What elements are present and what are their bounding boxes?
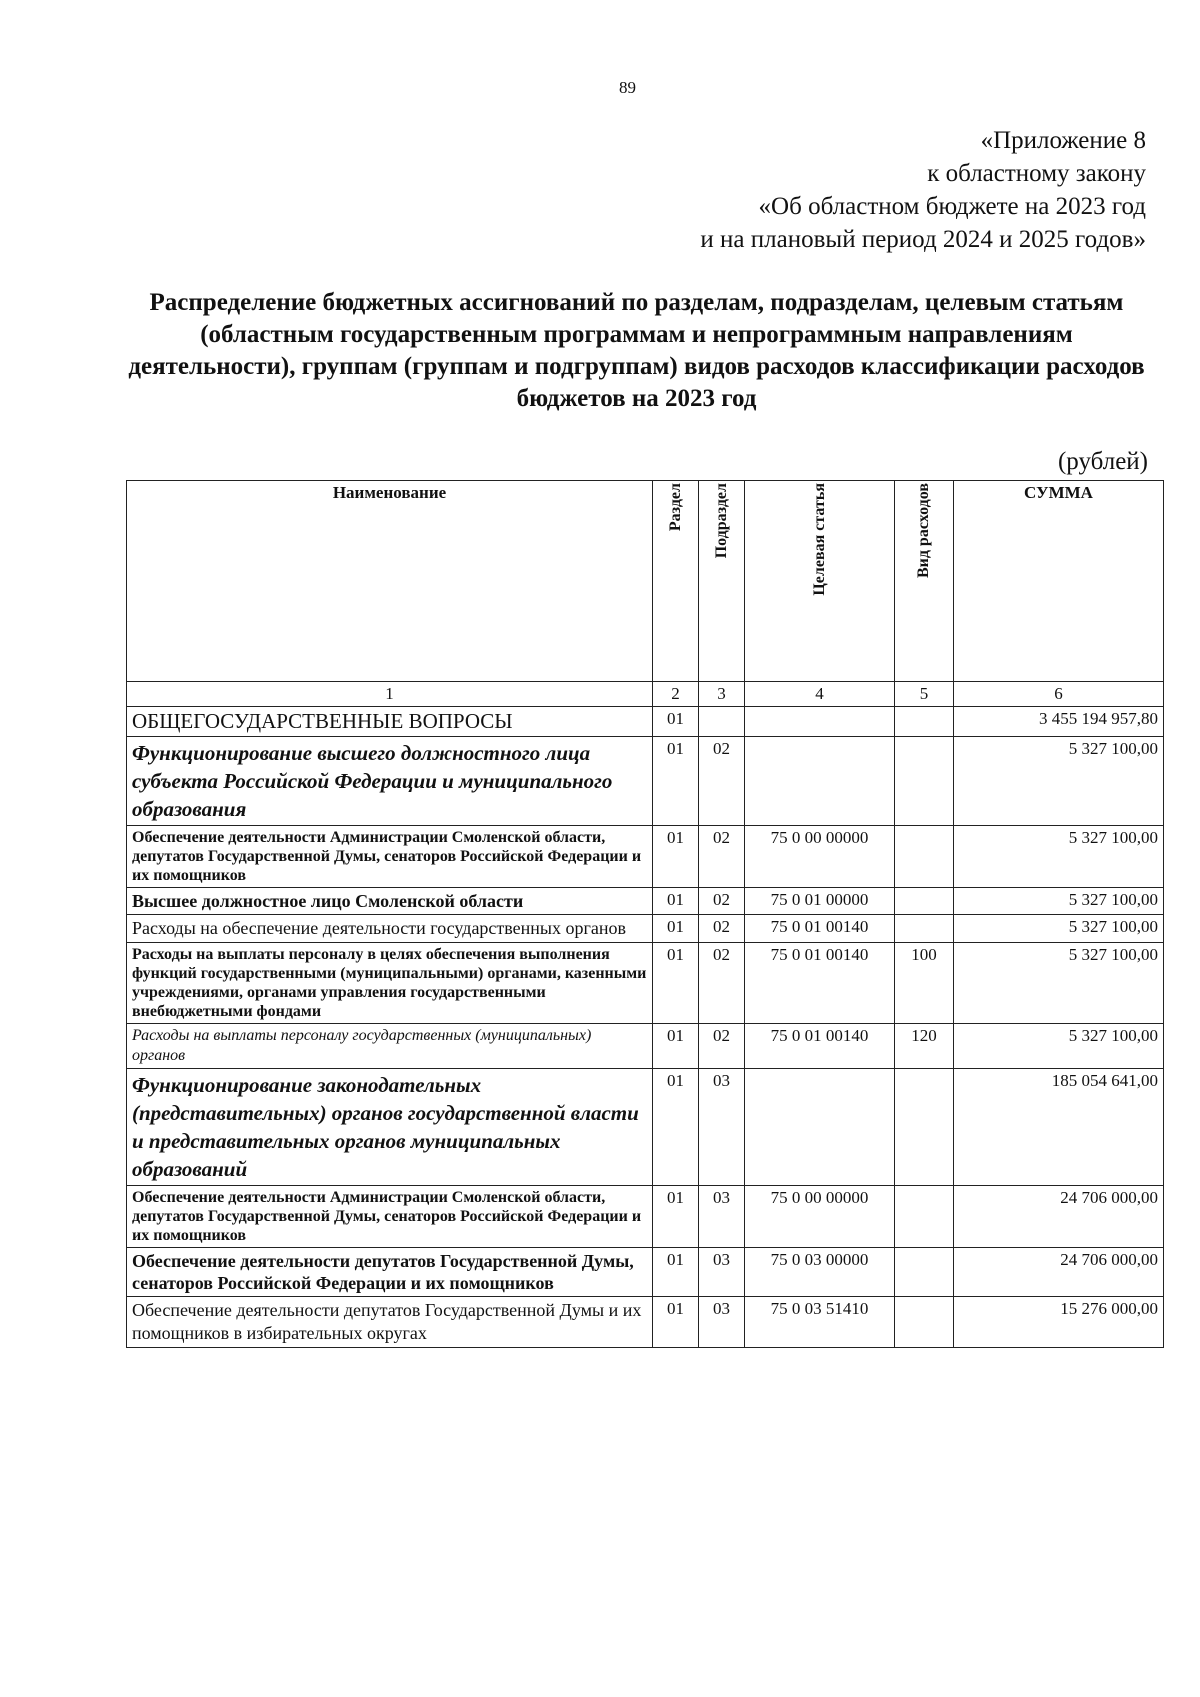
header-target-label: Целевая статья (810, 483, 828, 596)
header-section (653, 481, 699, 682)
header-name: Наименование (127, 481, 653, 682)
row-section: 01 (653, 707, 699, 737)
row-name: Функционирование высшего должностного лица субъекта Российской Федерации и муниципального образования (127, 737, 653, 826)
row-subsection: 03 (699, 1248, 745, 1297)
table-header-row (127, 481, 1164, 682)
table-row (127, 1069, 1164, 1186)
row-section: 01 (653, 1248, 699, 1297)
row-subsection: 02 (699, 826, 745, 888)
row-target: 75 0 03 00000 (745, 1248, 895, 1297)
row-sum: 5 327 100,00 (954, 737, 1164, 826)
row-section: 01 (653, 1297, 699, 1348)
row-section: 01 (653, 943, 699, 1024)
header-subsection (699, 481, 745, 682)
row-section: 01 (653, 1069, 699, 1186)
appendix-line-1: «Приложение 8 (980, 127, 1146, 154)
row-target: 75 0 01 00140 (745, 1024, 895, 1069)
row-name: Обеспечение деятельности депутатов Государственной Думы, сенаторов Российской Федерации и их помощников (127, 1248, 653, 1297)
row-kind (895, 888, 954, 915)
row-target: 75 0 01 00000 (745, 888, 895, 915)
column-number: 2 (653, 682, 699, 707)
row-name: Функционирование законодательных (представительных) органов государственной власти и представительных органов муниципальных образований (127, 1069, 653, 1186)
column-number: 3 (699, 682, 745, 707)
row-target (745, 1069, 895, 1186)
table-row (127, 737, 1164, 826)
table-row (127, 1297, 1164, 1348)
column-number: 4 (745, 682, 895, 707)
row-section: 01 (653, 915, 699, 943)
header-sum: СУММА (954, 481, 1164, 682)
row-subsection: 02 (699, 737, 745, 826)
table-row (127, 1248, 1164, 1297)
row-kind: 120 (895, 1024, 954, 1069)
row-sum: 24 706 000,00 (954, 1186, 1164, 1248)
units-label: (рублей) (1057, 448, 1148, 475)
row-sum: 3 455 194 957,80 (954, 707, 1164, 737)
table-row (127, 915, 1164, 943)
row-kind (895, 707, 954, 737)
row-section: 01 (653, 888, 699, 915)
row-kind (895, 1069, 954, 1186)
row-name: Обеспечение деятельности Администрации Смоленской области, депутатов Государственной Думы, сенаторов Российской Федерации и их помощников (127, 1186, 653, 1248)
row-target (745, 707, 895, 737)
row-sum: 5 327 100,00 (954, 915, 1164, 943)
table-row (127, 1186, 1164, 1248)
row-section: 01 (653, 1024, 699, 1069)
row-name: Расходы на выплаты персоналу в целях обеспечения выполнения функций государственными (муниципальными) органами, казенными учреждениями, органами управления государственными внебюджетными фондами (127, 943, 653, 1024)
header-kind (895, 481, 954, 682)
column-number: 5 (895, 682, 954, 707)
appendix-header (700, 124, 1146, 256)
row-name: Расходы на обеспечение деятельности государственных органов (127, 915, 653, 943)
budget-table (126, 480, 1164, 1348)
row-subsection: 03 (699, 1297, 745, 1348)
header-target (745, 481, 895, 682)
row-sum: 5 327 100,00 (954, 826, 1164, 888)
table-row (127, 943, 1164, 1024)
row-sum: 24 706 000,00 (954, 1248, 1164, 1297)
row-kind (895, 826, 954, 888)
row-target: 75 0 00 00000 (745, 1186, 895, 1248)
row-name: Расходы на выплаты персоналу государственных (муниципальных) органов (127, 1024, 653, 1069)
appendix-line-3: «Об областном бюджете на 2023 год (758, 193, 1146, 220)
row-subsection: 02 (699, 915, 745, 943)
row-subsection: 02 (699, 888, 745, 915)
table-row (127, 1024, 1164, 1069)
row-kind (895, 1248, 954, 1297)
row-sum: 185 054 641,00 (954, 1069, 1164, 1186)
document-title: Распределение бюджетных ассигнований по разделам, подразделам, целевым статьям (областным государственным программам и непрограммным направлениям деятельности), группам (группам и подгруппам) видов расходов классификации расходов бюджетов на 2023 год (128, 289, 1145, 412)
row-target: 75 0 01 00140 (745, 943, 895, 1024)
row-name: Обеспечение деятельности депутатов Государственной Думы и их помощников в избирательных округах (127, 1297, 653, 1348)
header-subsection-label: Подраздел (712, 483, 730, 559)
header-section-label: Раздел (666, 483, 684, 532)
row-kind (895, 737, 954, 826)
row-section: 01 (653, 826, 699, 888)
row-section: 01 (653, 737, 699, 826)
row-sum: 5 327 100,00 (954, 943, 1164, 1024)
row-kind (895, 1297, 954, 1348)
table-row (127, 888, 1164, 915)
row-subsection: 03 (699, 1069, 745, 1186)
page-number: 89 (619, 78, 636, 97)
row-kind (895, 1186, 954, 1248)
column-numbers-row (127, 682, 1164, 707)
column-number: 6 (954, 682, 1164, 707)
row-sum: 5 327 100,00 (954, 1024, 1164, 1069)
header-kind-label: Вид расходов (915, 483, 932, 579)
row-subsection: 03 (699, 1186, 745, 1248)
row-section: 01 (653, 1186, 699, 1248)
row-name: Высшее должностное лицо Смоленской области (127, 888, 653, 915)
row-sum: 5 327 100,00 (954, 888, 1164, 915)
row-target: 75 0 01 00140 (745, 915, 895, 943)
column-number: 1 (127, 682, 653, 707)
row-name: ОБЩЕГОСУДАРСТВЕННЫЕ ВОПРОСЫ (127, 707, 653, 737)
row-kind (895, 915, 954, 943)
row-subsection: 02 (699, 943, 745, 1024)
row-target: 75 0 00 00000 (745, 826, 895, 888)
row-target: 75 0 03 51410 (745, 1297, 895, 1348)
table-row (127, 707, 1164, 737)
row-target (745, 737, 895, 826)
row-sum: 15 276 000,00 (954, 1297, 1164, 1348)
appendix-line-4: и на плановый период 2024 и 2025 годов» (700, 226, 1146, 253)
appendix-line-2: к областному закону (927, 160, 1146, 187)
row-kind: 100 (895, 943, 954, 1024)
row-name: Обеспечение деятельности Администрации Смоленской области, депутатов Государственной Думы, сенаторов Российской Федерации и их помощников (127, 826, 653, 888)
row-subsection: 02 (699, 1024, 745, 1069)
table-row (127, 826, 1164, 888)
row-subsection (699, 707, 745, 737)
